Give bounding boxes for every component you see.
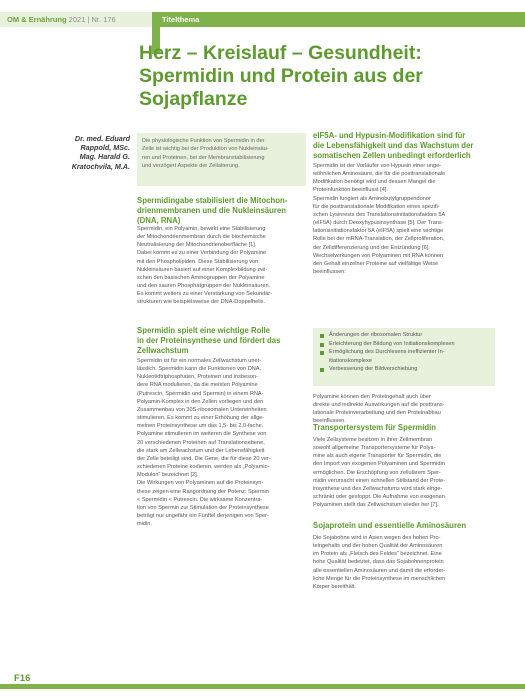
- text-line: Polyamin-Komplex in den Zellen vorliegen und den: [137, 398, 264, 405]
- paragraph-soy-protein: [313, 534, 491, 591]
- bullet-marker: [320, 368, 324, 372]
- text-line: lationale Proteinverarbeitung und den Proteinabbau: [313, 410, 441, 417]
- page-number: F16: [14, 673, 31, 684]
- heading-eif5a: [313, 131, 473, 160]
- text-line: wöhnlichen Aminosäure, die für die posttranslationale: [313, 171, 446, 178]
- text-line: tion von Spermin zur Stimulation der Proteinsynthese: [137, 504, 269, 511]
- text-line: Polyamine können den Proteingehalt auch über: [313, 394, 431, 400]
- text-line: und den sauren Phosphatgruppen der Nukleinsäuren.: [137, 283, 271, 290]
- paragraph-transporter: [313, 436, 491, 509]
- text-line: stimulieren. Es kommt zu einer Erhöhung der allge-: [137, 415, 265, 422]
- text-line: ermöglichen. Die Erschöpfung von zellulärem Sper-: [313, 469, 441, 476]
- text-line: beeinflussen:: [313, 269, 346, 276]
- text-line: Die Sojabohne wird in Asien wegen des hohen Pro-: [313, 535, 441, 541]
- heading-soy-protein: [313, 521, 466, 531]
- text-line: hohe Qualität bedeutet, dass das Sojabohnenprotein: [313, 559, 444, 566]
- text-line: Spermidin, ein Polyamin, bewirkt eine Stabilisierung: [137, 226, 266, 232]
- author-line: Mag. Harald G.: [79, 152, 130, 162]
- text-line: Zusammenbau von 30S-ribosomalen Untereinheiten: [137, 406, 267, 413]
- title-line: Herz – Kreislauf – Gesundheit:: [139, 42, 422, 64]
- header-journal-panel: [0, 12, 152, 27]
- text-line: der Zelldifferenzierung und der Entzündung [6].: [313, 244, 430, 251]
- text-line: Wechselwirkungen von Polyaminen mit RNA können: [313, 252, 444, 259]
- paragraph-protein-synthesis: [137, 357, 309, 528]
- text-line: < Spermidin < Putrescin. Die wirksame Konzentra-: [137, 496, 263, 503]
- section-label: Titelthema: [162, 15, 200, 24]
- text-line: im Protein als „Fleisch des Feldes“ bezeichnet. Eine: [313, 551, 442, 558]
- text-line: alle essentiellen Aminosäuren und damit die erforder-: [313, 567, 446, 574]
- bullet-item: [319, 340, 495, 349]
- text-line: schränkt oder gestoppt. Die Aufnahme von exogenen: [313, 494, 445, 501]
- text-line: 20 verschiedenen Proteinen auf Translationsebene,: [137, 439, 265, 446]
- authors: [30, 134, 130, 171]
- paragraph-polyamine-content: [313, 393, 491, 426]
- bullet-text: Verbesserung der Bildverschiebung: [329, 366, 418, 373]
- text-line: Neutralisierung der Mitochondrienoberfläche [1].: [137, 242, 257, 249]
- text-line: Dabei kommt es zu einer Verbindung der Polyamine: [137, 250, 267, 257]
- journal-issue: 2021 | Nr. 176: [66, 15, 116, 24]
- text-line: (eIF5A) durch Deoxyhypusinsynthase [5]. Der Trans-: [313, 220, 444, 227]
- text-line: Es kommt weiters zu einer Verstärkung von Sekundär-: [137, 291, 272, 298]
- text-line: schen Lysinrests des Translationsinitiationsfaktors 5A: [313, 211, 446, 218]
- bullet-marker: [320, 334, 324, 338]
- text-line: Spermidin ist für ein normales Zellwachstum uner-: [137, 358, 262, 364]
- text-line: dere RNA modulieren, da die meisten Polyamine: [137, 382, 258, 389]
- journal-name: OM & Ernährung: [7, 15, 67, 24]
- title-line: Sojapflanze: [139, 88, 248, 110]
- bullet-list-box: [313, 328, 495, 386]
- text-line: liche Menge für die Proteinsynthese im menschlichen: [313, 575, 446, 582]
- text-line: Polyamine stimulieren im weiteren die Synthese von: [137, 431, 267, 438]
- title-line: Spermidin und Protein aus der: [139, 65, 423, 87]
- heading-protein-synthesis: [137, 326, 280, 355]
- text-line: beeinflussen.: [313, 418, 346, 425]
- heading-line: somatischen Zellen unbedingt erforderlich: [313, 150, 471, 160]
- intro-line: Die physiologische Funktion von Spermidin in der: [142, 138, 265, 144]
- heading-line: Transportersystem für Spermidin: [313, 423, 437, 432]
- text-line: Modulon“ bezeichnet [2].: [137, 472, 199, 479]
- author-line: Rappold, MSc.: [80, 143, 130, 153]
- text-line: Rolle bei der mRNA-Translation, der Zellproliferation,: [313, 236, 445, 243]
- text-line: meinen Proteinsynthese um das 1,5- bis 2,0-fache.: [137, 423, 264, 430]
- author-line: Kratochvila, M.A.: [71, 161, 130, 171]
- text-line: (Putrescin, Spermidin und Spermin) in einem RNA-: [137, 390, 264, 397]
- text-line: die stark am Zellwachstum und der Lebensfähigkeit: [137, 447, 265, 454]
- intro-box: [137, 133, 306, 186]
- bullet-text: Ermöglichung des Durchlesens ineffizienter In-: [329, 349, 445, 356]
- text-line: Nukleinsäuren basiert auf einer Komplexbildung zwi-: [137, 266, 268, 273]
- text-line: lässlich. Spermidin kann die Funktionen von DNA,: [137, 366, 262, 373]
- heading-line: die Lebensfähigkeit und das Wachstum der: [313, 140, 474, 150]
- bullet-text: itiationskomplexe: [329, 357, 372, 364]
- text-line: den Import von exogenen Polyaminen und Spermidin: [313, 461, 445, 468]
- text-line: strukturen wie beispielsweise der DNA-Doppelhelix.: [137, 299, 266, 306]
- header-section-panel: [152, 12, 525, 27]
- heading-line: eIF5A- und Hypusin-Modifikation sind für: [313, 131, 466, 140]
- intro-line: ren und Proteinen, bei der Membranstabilisierung: [142, 154, 265, 161]
- author-line: Dr. med. Eduard: [74, 134, 130, 143]
- text-line: midin verursacht einen schnellen Stillstand der Prote-: [313, 477, 446, 484]
- text-line: sowohl allgemeine Transportersysteme für Polya-: [313, 445, 436, 452]
- bullet-item: [319, 348, 495, 365]
- header-bar: [0, 12, 525, 27]
- text-line: mit den Phospholipiden. Diese Stabilisierung von: [137, 258, 259, 265]
- text-line: lationsinitiationsfaktor 5A (eIF5A) spielt eine wichtige: [313, 228, 444, 235]
- text-line: midin.: [137, 521, 152, 528]
- text-line: Spermidin fungiert als Aminobutylgruppendonor: [313, 195, 431, 202]
- text-line: der Mitochondrienmembran durch die biochemische: [137, 234, 266, 241]
- text-line: Spermidin ist der Vorläufer von Hypusin einer unge-: [313, 163, 442, 169]
- text-line: direkte und indirekte Auswirkungen auf die posttrans-: [313, 402, 445, 409]
- text-line: für die posttranslationale Modifikation eines spezifi-: [313, 203, 440, 210]
- text-line: Körper bereithält.: [313, 583, 356, 590]
- footer-bar: [0, 684, 525, 689]
- text-line: teingehalts und der hohen Qualität der Aminosäuren: [313, 543, 443, 550]
- text-line: schen den basischen Aminogruppen der Polyamine: [137, 274, 265, 281]
- heading-line: (DNA, RNA): [137, 215, 181, 225]
- bullet-text: Änderungen der ribosomalen Struktur: [329, 332, 423, 338]
- heading-line: in der Proteinsynthese und fördert das: [137, 335, 281, 345]
- intro-line: Zelle ist wichtig bei der Produktion von Nukleinsäu-: [142, 146, 269, 153]
- text-line: schiedenen Proteine kodieren, werden als „Polyamin-: [137, 464, 270, 471]
- article-title: [139, 42, 459, 111]
- text-line: these zeigen eine Rangordnung der Potenz: Spermin: [137, 488, 269, 495]
- heading-transporter: [313, 423, 436, 433]
- intro-line: und verzögert Aspekte der Zellalterung.: [142, 163, 240, 170]
- text-line: Proteinfunktion beeinflusst [4].: [313, 187, 388, 194]
- bullet-marker: [320, 351, 324, 355]
- bullet-text: Erleichterung der Bildung von Initiationskomplexen: [329, 340, 455, 347]
- paragraph-eif5a: [313, 162, 491, 276]
- bullet-marker: [320, 343, 324, 347]
- text-line: mine als auch eigene Transporter für Spermidin, die: [313, 453, 442, 460]
- text-line: beträgt nur ungefähr ein Fünftel derjenigen von Sper-: [137, 512, 269, 519]
- text-line: den Gehalt einzelner Proteine auf vielfältige Weise: [313, 260, 439, 267]
- journal-info: [7, 13, 116, 26]
- bullet-item: [319, 365, 495, 374]
- heading-mitochondria: [137, 196, 287, 225]
- heading-line: Spermidin spielt eine wichtige Rolle: [137, 326, 271, 335]
- heading-line: Zellwachstum: [137, 345, 189, 355]
- text-line: insynthese und des Zellwachstums wird stark einge-: [313, 485, 443, 492]
- text-line: der Zelle beteiligt sind. Die Gene, die für diese 20 ver-: [137, 455, 271, 462]
- text-line: Nukleotidtriphosphaten, Proteinen und insbeson-: [137, 374, 258, 381]
- bullet-item: [319, 331, 495, 340]
- paragraph-mitochondria: [137, 225, 309, 307]
- heading-line: Spermidingabe stabilisiert die Mitochon-: [137, 196, 288, 205]
- text-line: Modifikation benötigt wird und dessen Mangel die: [313, 179, 436, 186]
- text-line: Die Wirkungen von Polyaminen auf die Proteinsyn-: [137, 480, 264, 487]
- text-line: Polyaminen stellt das Zellwachstum wieder her [7].: [313, 502, 439, 509]
- heading-line: drienmembranen und die Nukleinsäuren: [137, 205, 287, 215]
- text-line: Viele Zellsysteme besitzen in ihrer Zellmembran: [313, 437, 432, 443]
- heading-line: Sojaprotein und essentielle Aminosäuren: [313, 521, 467, 530]
